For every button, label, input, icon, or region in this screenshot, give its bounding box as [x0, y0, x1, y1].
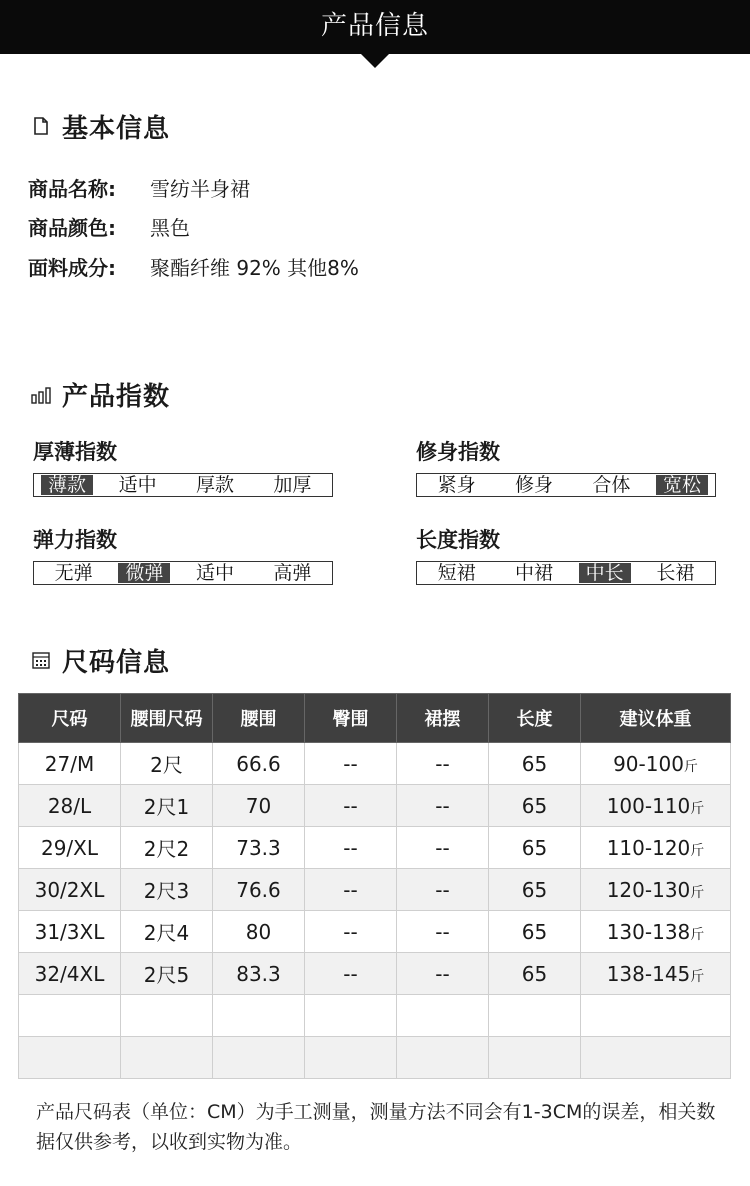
table-cell	[305, 785, 397, 827]
cell-value: 66.6	[236, 751, 281, 776]
table-cell	[305, 995, 397, 1037]
table-cell	[581, 743, 731, 785]
table-row	[19, 785, 731, 827]
cell-value: --	[435, 877, 450, 902]
calendar-grid-icon	[30, 649, 52, 671]
index-option: 加厚	[273, 474, 312, 496]
cell-value: --	[343, 919, 358, 944]
table-cell	[213, 827, 305, 869]
column-header: 长度	[489, 694, 581, 743]
cell-value: --	[435, 751, 450, 776]
index-option-selected: 薄款	[41, 475, 93, 495]
cell-value: --	[343, 793, 358, 818]
info-row-name	[28, 172, 250, 202]
basic-info-heading	[30, 108, 170, 144]
index-elasticity	[33, 525, 343, 585]
cell-value: 2尺1	[143, 795, 190, 819]
info-label: 商品颜色:	[28, 215, 116, 240]
cell-value: 2尺5	[143, 963, 190, 987]
column-header: 建议体重	[581, 694, 731, 743]
cell-value: --	[435, 961, 450, 986]
column-header: 尺码	[19, 694, 121, 743]
index-option: 适中	[118, 474, 157, 496]
weight-unit: 斤	[690, 884, 705, 901]
cell-value: 73.3	[236, 835, 281, 860]
cell-value: 2尺4	[143, 921, 190, 945]
table-cell	[19, 911, 121, 953]
index-scale	[416, 561, 716, 585]
table-row	[19, 995, 731, 1037]
index-fit	[416, 437, 726, 497]
cell-value: 83.3	[236, 961, 281, 986]
cell-value: 76.6	[236, 877, 281, 902]
size-footnote: 产品尺码表（单位：CM）为手工测量，测量方法不同会有1-3CM的误差，相关数据仅供参考，以收到实物为准。	[36, 1101, 716, 1153]
column-header: 臀围	[305, 694, 397, 743]
table-cell	[397, 869, 489, 911]
cell-value: --	[343, 835, 358, 860]
index-scale	[416, 473, 716, 497]
table-cell	[121, 869, 213, 911]
cell-value: 100-110	[606, 793, 691, 818]
info-row-fabric	[28, 251, 359, 281]
table-cell	[121, 911, 213, 953]
table-cell	[489, 785, 581, 827]
table-row	[19, 911, 731, 953]
table-cell	[489, 1037, 581, 1079]
table-cell	[397, 1037, 489, 1079]
info-row-color	[28, 211, 190, 241]
index-option: 无弹	[54, 562, 93, 584]
table-cell	[489, 743, 581, 785]
weight-unit: 斤	[683, 758, 698, 775]
index-scale	[33, 473, 333, 497]
header-notch	[361, 54, 389, 68]
table-cell	[397, 743, 489, 785]
cell-value: 65	[521, 793, 548, 818]
index-option: 适中	[195, 562, 234, 584]
info-value: 雪纺半身裙	[150, 176, 250, 201]
index-option-selected: 微弹	[118, 563, 170, 583]
table-cell	[581, 953, 731, 995]
product-index-heading	[30, 376, 170, 412]
index-thickness	[33, 437, 343, 497]
cell-value: 32/4XL	[34, 961, 105, 986]
table-cell	[581, 911, 731, 953]
table-cell	[489, 911, 581, 953]
table-cell	[121, 785, 213, 827]
column-header: 裙摆	[397, 694, 489, 743]
index-option: 高弹	[273, 562, 312, 584]
index-scale	[33, 561, 333, 585]
index-option: 中裙	[514, 562, 553, 584]
index-option-selected: 中长	[579, 563, 631, 583]
index-title: 长度指数	[416, 528, 500, 552]
table-cell	[305, 743, 397, 785]
table-cell	[121, 743, 213, 785]
weight-unit: 斤	[690, 968, 705, 985]
table-row	[19, 869, 731, 911]
info-value: 黑色	[150, 215, 190, 240]
cell-value: 27/M	[44, 751, 95, 776]
table-row	[19, 743, 731, 785]
table-cell	[581, 1037, 731, 1079]
index-option-selected: 宽松	[656, 475, 708, 495]
weight-unit: 斤	[690, 842, 705, 859]
table-row	[19, 1037, 731, 1079]
table-cell	[213, 911, 305, 953]
table-cell	[121, 995, 213, 1037]
cell-value: 65	[521, 961, 548, 986]
cell-value: 65	[521, 751, 548, 776]
table-cell	[397, 827, 489, 869]
table-cell	[397, 785, 489, 827]
table-cell	[19, 1037, 121, 1079]
index-option: 合体	[592, 474, 631, 496]
table-cell	[213, 1037, 305, 1079]
size-table	[18, 693, 731, 1079]
table-cell	[19, 953, 121, 995]
table-cell	[305, 827, 397, 869]
cell-value: 110-120	[606, 835, 691, 860]
table-cell	[121, 953, 213, 995]
product-index-title: 产品指数	[62, 381, 171, 412]
info-value: 聚酯纤维 92% 其他8%	[150, 255, 359, 280]
table-cell	[19, 995, 121, 1037]
table-cell	[489, 869, 581, 911]
index-option: 厚款	[195, 474, 234, 496]
cell-value: --	[435, 793, 450, 818]
cell-value: 29/XL	[40, 835, 99, 860]
header-title: 产品信息	[320, 11, 429, 41]
cell-value: 90-100	[613, 751, 684, 776]
table-row	[19, 827, 731, 869]
index-option: 短裙	[437, 562, 476, 584]
table-cell	[489, 953, 581, 995]
table-cell	[397, 911, 489, 953]
cell-value: 65	[521, 835, 548, 860]
table-cell	[581, 995, 731, 1037]
table-cell	[305, 869, 397, 911]
document-icon	[30, 115, 52, 137]
table-cell	[397, 953, 489, 995]
table-cell	[121, 1037, 213, 1079]
table-cell	[305, 1037, 397, 1079]
cell-value: --	[343, 877, 358, 902]
index-title: 修身指数	[416, 440, 500, 464]
cell-value: 130-138	[606, 919, 691, 944]
table-cell	[121, 827, 213, 869]
table-cell	[19, 869, 121, 911]
table-cell	[489, 995, 581, 1037]
table-cell	[581, 827, 731, 869]
weight-unit: 斤	[690, 926, 705, 943]
cell-value: --	[435, 835, 450, 860]
size-table-body	[19, 743, 731, 1079]
index-option: 长裙	[656, 562, 695, 584]
cell-value: 2尺3	[143, 879, 190, 903]
table-cell	[305, 953, 397, 995]
table-cell	[213, 953, 305, 995]
cell-value: 120-130	[606, 877, 691, 902]
info-label: 面料成分:	[28, 255, 116, 280]
table-cell	[19, 743, 121, 785]
bar-chart-icon	[30, 383, 52, 405]
table-cell	[213, 995, 305, 1037]
table-cell	[19, 785, 121, 827]
weight-unit: 斤	[690, 800, 705, 817]
cell-value: 2尺	[150, 753, 183, 777]
index-option: 修身	[514, 474, 553, 496]
cell-value: 28/L	[47, 793, 92, 818]
index-title: 厚薄指数	[33, 440, 117, 464]
table-row	[19, 953, 731, 995]
column-header: 腰围	[213, 694, 305, 743]
column-header: 腰围尺码	[121, 694, 213, 743]
table-cell	[489, 827, 581, 869]
table-cell	[581, 869, 731, 911]
table-cell	[581, 785, 731, 827]
size-table-header	[19, 694, 731, 743]
cell-value: 65	[521, 877, 548, 902]
cell-value: 70	[245, 793, 272, 818]
cell-value: --	[343, 961, 358, 986]
cell-value: 30/2XL	[34, 877, 105, 902]
table-cell	[305, 911, 397, 953]
cell-value: 80	[245, 919, 272, 944]
cell-value: --	[343, 751, 358, 776]
size-info-heading	[30, 642, 170, 678]
table-cell	[213, 869, 305, 911]
cell-value: --	[435, 919, 450, 944]
index-option: 紧身	[437, 474, 476, 496]
cell-value: 2尺2	[143, 837, 190, 861]
table-cell	[213, 743, 305, 785]
cell-value: 31/3XL	[34, 919, 105, 944]
index-title: 弹力指数	[33, 528, 117, 552]
table-cell	[397, 995, 489, 1037]
cell-value: 65	[521, 919, 548, 944]
table-cell	[19, 827, 121, 869]
index-length	[416, 525, 726, 585]
basic-info-title: 基本信息	[62, 113, 171, 144]
info-label: 商品名称:	[28, 176, 116, 201]
size-info-title: 尺码信息	[62, 647, 171, 678]
table-cell	[213, 785, 305, 827]
cell-value: 138-145	[606, 961, 691, 986]
